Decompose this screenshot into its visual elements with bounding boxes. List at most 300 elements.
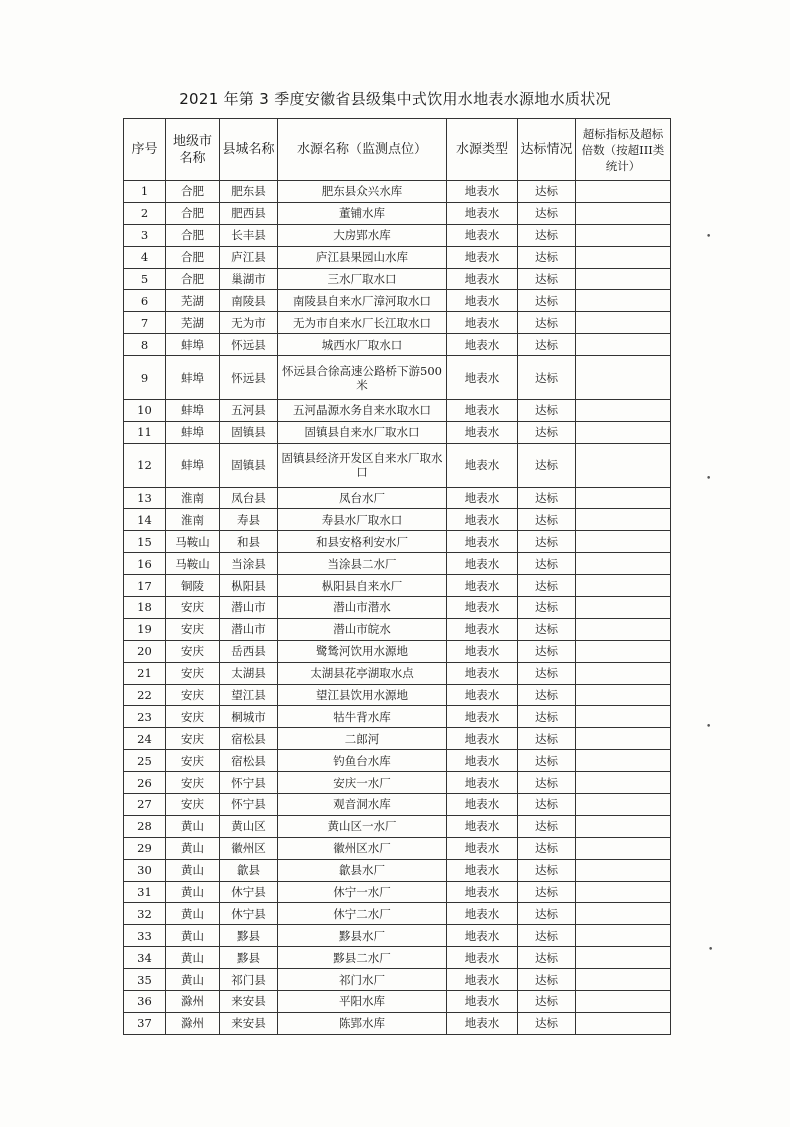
table-row bbox=[124, 837, 671, 859]
source-name-cell: 休宁一水厂 bbox=[278, 881, 447, 903]
exceed-info-cell bbox=[576, 553, 671, 575]
source-name-cell: 三水厂取水口 bbox=[278, 268, 447, 290]
status-cell: 达标 bbox=[518, 399, 576, 421]
source-type-cell: 地表水 bbox=[447, 815, 518, 837]
source-type-cell: 地表水 bbox=[447, 662, 518, 684]
city-name-cell: 黄山 bbox=[166, 903, 220, 925]
row-number-cell: 31 bbox=[124, 881, 166, 903]
status-cell: 达标 bbox=[518, 531, 576, 553]
city-name-cell: 合肥 bbox=[166, 181, 220, 203]
row-number-cell: 30 bbox=[124, 859, 166, 881]
source-type-cell: 地表水 bbox=[447, 224, 518, 246]
table-row bbox=[124, 728, 671, 750]
status-cell: 达标 bbox=[518, 202, 576, 224]
source-type-cell: 地表水 bbox=[447, 1012, 518, 1034]
status-cell: 达标 bbox=[518, 596, 576, 618]
table-row bbox=[124, 421, 671, 443]
status-cell: 达标 bbox=[518, 268, 576, 290]
source-type-cell: 地表水 bbox=[447, 640, 518, 662]
city-name-cell: 黄山 bbox=[166, 969, 220, 991]
source-type-cell: 地表水 bbox=[447, 596, 518, 618]
city-name-cell: 铜陵 bbox=[166, 575, 220, 597]
city-name-cell: 安庆 bbox=[166, 662, 220, 684]
table-row bbox=[124, 356, 671, 400]
source-name-cell: 徽州区水厂 bbox=[278, 837, 447, 859]
exceed-info-cell bbox=[576, 1012, 671, 1034]
source-name-cell: 潜山市潜水 bbox=[278, 596, 447, 618]
table-row bbox=[124, 596, 671, 618]
status-cell: 达标 bbox=[518, 815, 576, 837]
exceed-info-cell bbox=[576, 793, 671, 815]
table-row bbox=[124, 312, 671, 334]
exceed-info-cell bbox=[576, 509, 671, 531]
status-cell: 达标 bbox=[518, 969, 576, 991]
county-name-cell: 桐城市 bbox=[220, 706, 278, 728]
city-name-cell: 黄山 bbox=[166, 881, 220, 903]
status-cell: 达标 bbox=[518, 487, 576, 509]
table-row bbox=[124, 640, 671, 662]
source-type-cell: 地表水 bbox=[447, 990, 518, 1012]
source-type-cell: 地表水 bbox=[447, 837, 518, 859]
exceed-info-cell bbox=[576, 837, 671, 859]
table-row bbox=[124, 575, 671, 597]
source-type-cell: 地表水 bbox=[447, 334, 518, 356]
exceed-info-cell bbox=[576, 421, 671, 443]
county-name-cell: 肥西县 bbox=[220, 202, 278, 224]
exceed-info-cell bbox=[576, 750, 671, 772]
exceed-info-cell bbox=[576, 772, 671, 794]
table-row bbox=[124, 334, 671, 356]
status-cell: 达标 bbox=[518, 706, 576, 728]
source-name-cell: 祁门水厂 bbox=[278, 969, 447, 991]
source-name-cell: 固镇县自来水厂取水口 bbox=[278, 421, 447, 443]
table-row bbox=[124, 509, 671, 531]
row-number-cell: 18 bbox=[124, 596, 166, 618]
source-type-cell: 地表水 bbox=[447, 903, 518, 925]
city-name-cell: 合肥 bbox=[166, 224, 220, 246]
row-number-cell: 6 bbox=[124, 290, 166, 312]
county-name-cell: 怀远县 bbox=[220, 334, 278, 356]
source-name-cell: 观音洞水库 bbox=[278, 793, 447, 815]
status-cell: 达标 bbox=[518, 662, 576, 684]
status-cell: 达标 bbox=[518, 925, 576, 947]
exceed-info-cell bbox=[576, 815, 671, 837]
status-cell: 达标 bbox=[518, 181, 576, 203]
row-number-cell: 21 bbox=[124, 662, 166, 684]
city-name-cell: 黄山 bbox=[166, 815, 220, 837]
county-name-cell: 黟县 bbox=[220, 925, 278, 947]
table-row bbox=[124, 947, 671, 969]
header-type: 水源类型 bbox=[447, 119, 518, 181]
water-quality-table bbox=[123, 118, 671, 1035]
header-status: 达标情况 bbox=[518, 119, 576, 181]
exceed-info-cell bbox=[576, 181, 671, 203]
row-number-cell: 15 bbox=[124, 531, 166, 553]
county-name-cell: 来安县 bbox=[220, 990, 278, 1012]
source-name-cell: 钓鱼台水库 bbox=[278, 750, 447, 772]
row-number-cell: 35 bbox=[124, 969, 166, 991]
source-type-cell: 地表水 bbox=[447, 684, 518, 706]
source-type-cell: 地表水 bbox=[447, 750, 518, 772]
status-cell: 达标 bbox=[518, 990, 576, 1012]
city-name-cell: 芜湖 bbox=[166, 290, 220, 312]
source-name-cell: 董铺水库 bbox=[278, 202, 447, 224]
source-name-cell: 城西水厂取水口 bbox=[278, 334, 447, 356]
table-row bbox=[124, 750, 671, 772]
source-name-cell: 庐江县果园山水库 bbox=[278, 246, 447, 268]
header-source: 水源名称（监测点位） bbox=[278, 119, 447, 181]
exceed-info-cell bbox=[576, 728, 671, 750]
exceed-info-cell bbox=[576, 202, 671, 224]
table-row bbox=[124, 290, 671, 312]
county-name-cell: 徽州区 bbox=[220, 837, 278, 859]
header-row bbox=[124, 119, 671, 181]
city-name-cell: 马鞍山 bbox=[166, 531, 220, 553]
source-type-cell: 地表水 bbox=[447, 399, 518, 421]
exceed-info-cell bbox=[576, 925, 671, 947]
row-number-cell: 7 bbox=[124, 312, 166, 334]
exceed-info-cell bbox=[576, 224, 671, 246]
city-name-cell: 安庆 bbox=[166, 640, 220, 662]
county-name-cell: 和县 bbox=[220, 531, 278, 553]
row-number-cell: 27 bbox=[124, 793, 166, 815]
city-name-cell: 安庆 bbox=[166, 596, 220, 618]
county-name-cell: 来安县 bbox=[220, 1012, 278, 1034]
exceed-info-cell bbox=[576, 312, 671, 334]
source-name-cell: 休宁二水厂 bbox=[278, 903, 447, 925]
table-row bbox=[124, 793, 671, 815]
source-type-cell: 地表水 bbox=[447, 531, 518, 553]
source-type-cell: 地表水 bbox=[447, 706, 518, 728]
source-type-cell: 地表水 bbox=[447, 181, 518, 203]
source-name-cell: 肥东县众兴水库 bbox=[278, 181, 447, 203]
exceed-info-cell bbox=[576, 596, 671, 618]
city-name-cell: 滁州 bbox=[166, 990, 220, 1012]
row-number-cell: 32 bbox=[124, 903, 166, 925]
status-cell: 达标 bbox=[518, 684, 576, 706]
row-number-cell: 24 bbox=[124, 728, 166, 750]
source-type-cell: 地表水 bbox=[447, 553, 518, 575]
county-name-cell: 岳西县 bbox=[220, 640, 278, 662]
source-name-cell: 五河晶源水务自来水取水口 bbox=[278, 399, 447, 421]
status-cell: 达标 bbox=[518, 334, 576, 356]
exceed-info-cell bbox=[576, 706, 671, 728]
table-row bbox=[124, 618, 671, 640]
row-number-cell: 5 bbox=[124, 268, 166, 290]
row-number-cell: 33 bbox=[124, 925, 166, 947]
header-county: 县城名称 bbox=[220, 119, 278, 181]
county-name-cell: 祁门县 bbox=[220, 969, 278, 991]
row-number-cell: 12 bbox=[124, 443, 166, 487]
table-row bbox=[124, 881, 671, 903]
city-name-cell: 蚌埠 bbox=[166, 399, 220, 421]
exceed-info-cell bbox=[576, 487, 671, 509]
source-name-cell: 安庆一水厂 bbox=[278, 772, 447, 794]
row-number-cell: 1 bbox=[124, 181, 166, 203]
exceed-info-cell bbox=[576, 684, 671, 706]
table-row bbox=[124, 662, 671, 684]
status-cell: 达标 bbox=[518, 750, 576, 772]
row-number-cell: 9 bbox=[124, 356, 166, 400]
table-body bbox=[124, 181, 671, 1035]
table-row bbox=[124, 246, 671, 268]
county-name-cell: 黟县 bbox=[220, 947, 278, 969]
table-row bbox=[124, 1012, 671, 1034]
city-name-cell: 淮南 bbox=[166, 487, 220, 509]
source-name-cell: 和县安格利安水厂 bbox=[278, 531, 447, 553]
county-name-cell: 宿松县 bbox=[220, 728, 278, 750]
row-number-cell: 11 bbox=[124, 421, 166, 443]
row-number-cell: 36 bbox=[124, 990, 166, 1012]
source-name-cell: 黄山区一水厂 bbox=[278, 815, 447, 837]
source-type-cell: 地表水 bbox=[447, 772, 518, 794]
county-name-cell: 休宁县 bbox=[220, 903, 278, 925]
status-cell: 达标 bbox=[518, 224, 576, 246]
status-cell: 达标 bbox=[518, 356, 576, 400]
source-name-cell: 望江县饮用水源地 bbox=[278, 684, 447, 706]
table-row bbox=[124, 969, 671, 991]
source-type-cell: 地表水 bbox=[447, 487, 518, 509]
source-name-cell: 当涂县二水厂 bbox=[278, 553, 447, 575]
header-index: 序号 bbox=[124, 119, 166, 181]
source-name-cell: 陈郢水库 bbox=[278, 1012, 447, 1034]
exceed-info-cell bbox=[576, 443, 671, 487]
row-number-cell: 19 bbox=[124, 618, 166, 640]
row-number-cell: 3 bbox=[124, 224, 166, 246]
row-number-cell: 23 bbox=[124, 706, 166, 728]
row-number-cell: 37 bbox=[124, 1012, 166, 1034]
source-name-cell: 枞阳县自来水厂 bbox=[278, 575, 447, 597]
county-name-cell: 枞阳县 bbox=[220, 575, 278, 597]
source-name-cell: 潜山市皖水 bbox=[278, 618, 447, 640]
table-row bbox=[124, 859, 671, 881]
row-number-cell: 25 bbox=[124, 750, 166, 772]
source-type-cell: 地表水 bbox=[447, 356, 518, 400]
source-type-cell: 地表水 bbox=[447, 947, 518, 969]
row-number-cell: 22 bbox=[124, 684, 166, 706]
city-name-cell: 安庆 bbox=[166, 706, 220, 728]
city-name-cell: 安庆 bbox=[166, 750, 220, 772]
city-name-cell: 黄山 bbox=[166, 859, 220, 881]
table-row bbox=[124, 487, 671, 509]
source-type-cell: 地表水 bbox=[447, 290, 518, 312]
exceed-info-cell bbox=[576, 290, 671, 312]
row-number-cell: 29 bbox=[124, 837, 166, 859]
exceed-info-cell bbox=[576, 662, 671, 684]
status-cell: 达标 bbox=[518, 837, 576, 859]
county-name-cell: 固镇县 bbox=[220, 421, 278, 443]
header-exceed: 超标指标及超标倍数（按超III类统计） bbox=[576, 119, 671, 181]
status-cell: 达标 bbox=[518, 793, 576, 815]
exceed-info-cell bbox=[576, 640, 671, 662]
source-name-cell: 大房郢水库 bbox=[278, 224, 447, 246]
city-name-cell: 黄山 bbox=[166, 925, 220, 947]
exceed-info-cell bbox=[576, 334, 671, 356]
exceed-info-cell bbox=[576, 618, 671, 640]
county-name-cell: 潜山市 bbox=[220, 618, 278, 640]
row-number-cell: 28 bbox=[124, 815, 166, 837]
exceed-info-cell bbox=[576, 990, 671, 1012]
source-type-cell: 地表水 bbox=[447, 443, 518, 487]
status-cell: 达标 bbox=[518, 903, 576, 925]
city-name-cell: 安庆 bbox=[166, 618, 220, 640]
county-name-cell: 太湖县 bbox=[220, 662, 278, 684]
source-type-cell: 地表水 bbox=[447, 268, 518, 290]
table-row bbox=[124, 815, 671, 837]
status-cell: 达标 bbox=[518, 640, 576, 662]
header-city: 地级市名称 bbox=[166, 119, 220, 181]
table-row bbox=[124, 990, 671, 1012]
scan-dot: • bbox=[706, 474, 712, 484]
source-type-cell: 地表水 bbox=[447, 312, 518, 334]
table-row bbox=[124, 399, 671, 421]
status-cell: 达标 bbox=[518, 881, 576, 903]
status-cell: 达标 bbox=[518, 618, 576, 640]
city-name-cell: 合肥 bbox=[166, 246, 220, 268]
exceed-info-cell bbox=[576, 531, 671, 553]
row-number-cell: 14 bbox=[124, 509, 166, 531]
row-number-cell: 8 bbox=[124, 334, 166, 356]
county-name-cell: 寿县 bbox=[220, 509, 278, 531]
status-cell: 达标 bbox=[518, 312, 576, 334]
county-name-cell: 怀宁县 bbox=[220, 793, 278, 815]
county-name-cell: 固镇县 bbox=[220, 443, 278, 487]
city-name-cell: 蚌埠 bbox=[166, 356, 220, 400]
exceed-info-cell bbox=[576, 246, 671, 268]
table-row bbox=[124, 706, 671, 728]
row-number-cell: 17 bbox=[124, 575, 166, 597]
county-name-cell: 庐江县 bbox=[220, 246, 278, 268]
county-name-cell: 怀宁县 bbox=[220, 772, 278, 794]
source-name-cell: 固镇县经济开发区自来水厂取水口 bbox=[278, 443, 447, 487]
status-cell: 达标 bbox=[518, 859, 576, 881]
exceed-info-cell bbox=[576, 399, 671, 421]
city-name-cell: 芜湖 bbox=[166, 312, 220, 334]
city-name-cell: 合肥 bbox=[166, 202, 220, 224]
table-row bbox=[124, 443, 671, 487]
table-row bbox=[124, 202, 671, 224]
status-cell: 达标 bbox=[518, 728, 576, 750]
city-name-cell: 安庆 bbox=[166, 684, 220, 706]
city-name-cell: 滁州 bbox=[166, 1012, 220, 1034]
source-name-cell: 太湖县花亭湖取水点 bbox=[278, 662, 447, 684]
exceed-info-cell bbox=[576, 969, 671, 991]
city-name-cell: 蚌埠 bbox=[166, 421, 220, 443]
status-cell: 达标 bbox=[518, 421, 576, 443]
source-type-cell: 地表水 bbox=[447, 202, 518, 224]
county-name-cell: 无为市 bbox=[220, 312, 278, 334]
county-name-cell: 休宁县 bbox=[220, 881, 278, 903]
city-name-cell: 合肥 bbox=[166, 268, 220, 290]
source-type-cell: 地表水 bbox=[447, 509, 518, 531]
county-name-cell: 望江县 bbox=[220, 684, 278, 706]
exceed-info-cell bbox=[576, 903, 671, 925]
city-name-cell: 黄山 bbox=[166, 947, 220, 969]
exceed-info-cell bbox=[576, 356, 671, 400]
source-name-cell: 怀远县合徐高速公路桥下游500米 bbox=[278, 356, 447, 400]
row-number-cell: 20 bbox=[124, 640, 166, 662]
source-type-cell: 地表水 bbox=[447, 925, 518, 947]
table-row bbox=[124, 903, 671, 925]
status-cell: 达标 bbox=[518, 947, 576, 969]
county-name-cell: 巢湖市 bbox=[220, 268, 278, 290]
source-name-cell: 歙县水厂 bbox=[278, 859, 447, 881]
table-row bbox=[124, 268, 671, 290]
table-row bbox=[124, 181, 671, 203]
city-name-cell: 黄山 bbox=[166, 837, 220, 859]
row-number-cell: 10 bbox=[124, 399, 166, 421]
status-cell: 达标 bbox=[518, 772, 576, 794]
source-name-cell: 平阳水库 bbox=[278, 990, 447, 1012]
county-name-cell: 当涂县 bbox=[220, 553, 278, 575]
source-name-cell: 鹭鸶河饮用水源地 bbox=[278, 640, 447, 662]
exceed-info-cell bbox=[576, 859, 671, 881]
table-row bbox=[124, 772, 671, 794]
status-cell: 达标 bbox=[518, 290, 576, 312]
city-name-cell: 淮南 bbox=[166, 509, 220, 531]
county-name-cell: 怀远县 bbox=[220, 356, 278, 400]
source-name-cell: 南陵县自来水厂漳河取水口 bbox=[278, 290, 447, 312]
source-name-cell: 二郎河 bbox=[278, 728, 447, 750]
status-cell: 达标 bbox=[518, 246, 576, 268]
source-type-cell: 地表水 bbox=[447, 793, 518, 815]
row-number-cell: 2 bbox=[124, 202, 166, 224]
status-cell: 达标 bbox=[518, 443, 576, 487]
exceed-info-cell bbox=[576, 881, 671, 903]
source-type-cell: 地表水 bbox=[447, 728, 518, 750]
source-type-cell: 地表水 bbox=[447, 859, 518, 881]
source-name-cell: 黟县水厂 bbox=[278, 925, 447, 947]
table-row bbox=[124, 531, 671, 553]
county-name-cell: 黄山区 bbox=[220, 815, 278, 837]
county-name-cell: 南陵县 bbox=[220, 290, 278, 312]
table-row bbox=[124, 224, 671, 246]
county-name-cell: 歙县 bbox=[220, 859, 278, 881]
city-name-cell: 安庆 bbox=[166, 728, 220, 750]
county-name-cell: 凤台县 bbox=[220, 487, 278, 509]
row-number-cell: 16 bbox=[124, 553, 166, 575]
city-name-cell: 蚌埠 bbox=[166, 334, 220, 356]
source-name-cell: 寿县水厂取水口 bbox=[278, 509, 447, 531]
scan-dot: • bbox=[706, 232, 712, 242]
source-type-cell: 地表水 bbox=[447, 246, 518, 268]
status-cell: 达标 bbox=[518, 553, 576, 575]
county-name-cell: 肥东县 bbox=[220, 181, 278, 203]
row-number-cell: 34 bbox=[124, 947, 166, 969]
county-name-cell: 潜山市 bbox=[220, 596, 278, 618]
exceed-info-cell bbox=[576, 268, 671, 290]
source-name-cell: 凤台水厂 bbox=[278, 487, 447, 509]
source-type-cell: 地表水 bbox=[447, 881, 518, 903]
document-title: 2021 年第 3 季度安徽省县级集中式饮用水地表水源地水质状况 bbox=[179, 90, 611, 108]
row-number-cell: 13 bbox=[124, 487, 166, 509]
city-name-cell: 安庆 bbox=[166, 772, 220, 794]
city-name-cell: 蚌埠 bbox=[166, 443, 220, 487]
status-cell: 达标 bbox=[518, 1012, 576, 1034]
source-name-cell: 黟县二水厂 bbox=[278, 947, 447, 969]
county-name-cell: 五河县 bbox=[220, 399, 278, 421]
city-name-cell: 安庆 bbox=[166, 793, 220, 815]
source-type-cell: 地表水 bbox=[447, 969, 518, 991]
row-number-cell: 4 bbox=[124, 246, 166, 268]
table-row bbox=[124, 553, 671, 575]
status-cell: 达标 bbox=[518, 575, 576, 597]
row-number-cell: 26 bbox=[124, 772, 166, 794]
county-name-cell: 长丰县 bbox=[220, 224, 278, 246]
source-name-cell: 牯牛背水库 bbox=[278, 706, 447, 728]
scan-dot: • bbox=[708, 945, 714, 955]
table-row bbox=[124, 684, 671, 706]
